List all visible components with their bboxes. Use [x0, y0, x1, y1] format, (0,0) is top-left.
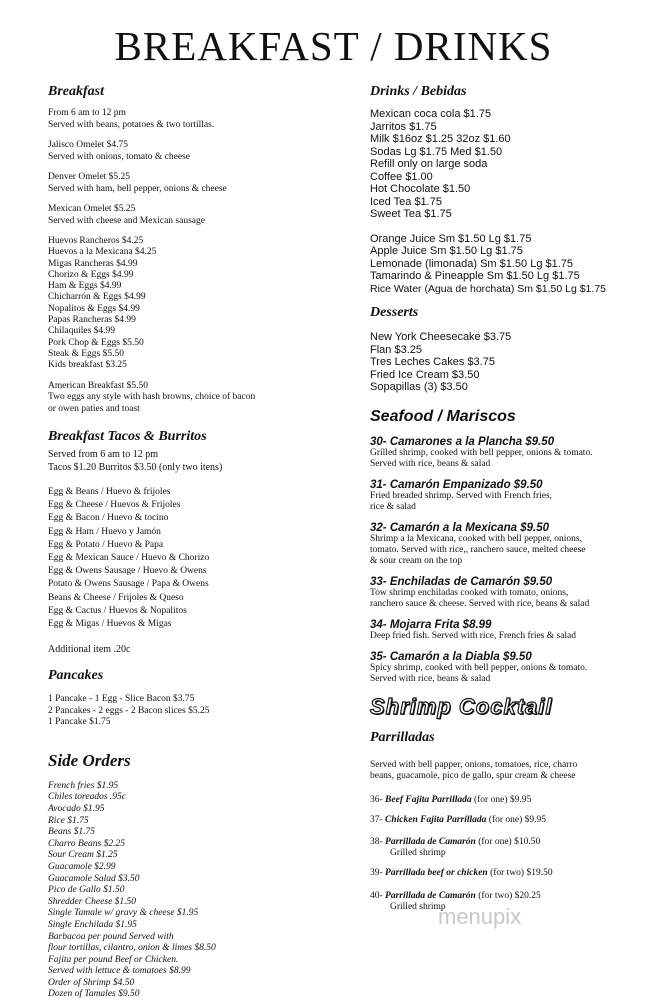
- list-item: Sour Cream $1.25: [48, 850, 118, 861]
- list-item: Egg & Bacon / Huevo & tocino: [48, 513, 169, 524]
- list-item: Iced Tea $1.75: [370, 195, 442, 208]
- list-item: Mexican coca cola $1.75: [370, 108, 492, 120]
- list-item: Charro Beans $2.25: [48, 838, 125, 849]
- watermark: menupix: [438, 904, 522, 929]
- parrillada-item: [370, 868, 660, 879]
- item-name: Chicken Fajita Parrillada: [385, 814, 487, 825]
- drinks-heading: Drinks / Bebidas: [370, 84, 467, 99]
- list-item: Barbacoa per pound Served with: [48, 931, 174, 942]
- seafood-item: [370, 619, 660, 642]
- seafood-desc: Grilled shrimp, cooked with bell pepper, onions & tomato.: [370, 447, 593, 458]
- breakfast-intro: [48, 108, 348, 131]
- seafood-title: 31- Camarón Empanizado $9.50: [370, 478, 543, 491]
- list-item: Pico de Gallo $1.50: [48, 885, 125, 896]
- parrillada-item: [370, 795, 660, 806]
- american-desc: Two eggs any style with hash browns, choice of bacon: [48, 392, 256, 403]
- list-item: Guacamole Salad $3.50: [48, 873, 140, 884]
- left-column: [48, 84, 348, 1001]
- seafood-title: 35- Camarón a la Diabla $9.50: [370, 650, 532, 663]
- seafood-desc: Tow shrimp enchiladas cooked with tomato, onions,: [370, 587, 569, 598]
- list-item: Ham & Eggs $4.99: [48, 281, 122, 292]
- seafood-title: 33- Enchiladas de Camarón $9.50: [370, 575, 553, 588]
- list-item: Rice $1.75: [48, 815, 89, 826]
- item-name: Parrillada de Camarón: [385, 890, 476, 901]
- list-item: Flan $3.25: [370, 343, 422, 356]
- list-item: Apple Juice Sm $1.50 Lg $1.75: [370, 245, 523, 257]
- list-item: Chicharrón & Eggs $4.99: [48, 292, 146, 303]
- list-item: Sweet Tea $1.75: [370, 208, 452, 220]
- side-orders-list: [48, 781, 348, 1001]
- seafood-title: 32- Camarón a la Mexicana $9.50: [370, 521, 549, 534]
- list-item: Order of Shrimp $4.50: [48, 977, 135, 988]
- seafood-title: 30- Camarones a la Plancha $9.50: [370, 435, 555, 448]
- seafood-desc: Shrimp a la Mexicana, cooked with bell pepper, onions,: [370, 533, 582, 544]
- seafood-desc: tomato. Served with rice,, ranchero sauce, melted cheese: [370, 544, 586, 555]
- seafood-list: [370, 436, 660, 685]
- list-item: Egg & Mexican Sauce / Huevo & Chorizo: [48, 553, 210, 564]
- breakfast-served-with: Served with beans, potatoes & two tortillas.: [48, 119, 215, 130]
- tacos-list: [48, 486, 348, 631]
- list-item: 1 Pancake $1.75: [48, 717, 111, 728]
- list-item: Papas Rancheras $4.99: [48, 315, 136, 326]
- list-item: Sopapillas (3) $3.50: [370, 381, 468, 393]
- desserts-heading: Desserts: [370, 305, 419, 320]
- item-price: (for two) $19.50: [487, 867, 553, 878]
- american-breakfast: [48, 381, 348, 416]
- list-item: Fried Ice Cream $3.50: [370, 368, 480, 381]
- juices-list: [370, 233, 660, 296]
- item-number: 40-: [370, 890, 383, 901]
- omelet-item: [48, 172, 348, 195]
- list-item: Egg & Cactus / Huevos & Nopalitos: [48, 605, 187, 616]
- list-item: Shredder Cheese $1.50: [48, 896, 137, 907]
- omelet-item: [48, 204, 348, 227]
- omelet-title: Jalisco Omelet $4.75: [48, 140, 128, 150]
- pancakes-list: [48, 694, 348, 729]
- list-item: Egg & Potato / Huevo & Papa: [48, 539, 164, 550]
- item-price: (for one) $9.95: [486, 814, 547, 825]
- omelet-desc: Served with ham, bell pepper, onions & cheese: [48, 183, 227, 194]
- list-item: Single Tamale w/ gravy & cheese $1.95: [48, 908, 199, 919]
- tacos-heading: Breakfast Tacos & Burritos: [48, 429, 207, 445]
- seafood-desc: rice & salad: [370, 501, 416, 512]
- list-item: Single Enchilada $1.95: [48, 919, 137, 930]
- american-title: American Breakfast $5.50: [48, 380, 148, 391]
- omelet-desc: Served with cheese and Mexican sausage: [48, 215, 205, 226]
- list-item: Chilaquiles $4.99: [48, 326, 116, 337]
- tacos-info: [48, 448, 348, 474]
- list-item: Huevos a la Mexicana $4.25: [48, 247, 157, 258]
- item-sub: Grilled shrimp: [390, 847, 446, 858]
- right-column: [370, 84, 660, 922]
- parrilladas-intro-line: beans, guacamole, pico de gallo, spur cream & cheese: [370, 771, 576, 781]
- shrimp-cocktail-logo: Shrimp Cocktail: [370, 693, 553, 719]
- parrilladas-intro-line: Served with bell papper, onions, tomatoes, rice, charro: [370, 759, 578, 770]
- seafood-desc: & sour cream on the top: [370, 555, 463, 566]
- list-item: Coffee $1.00: [370, 170, 433, 183]
- item-price: (for one) $10.50: [475, 836, 541, 847]
- list-item: Milk $16oz $1.25 32oz $1.60: [370, 133, 511, 145]
- item-name: Parrillada beef or chicken: [385, 867, 488, 878]
- list-item: Beans & Cheese / Frijoles & Queso: [48, 592, 184, 603]
- item-number: 39-: [370, 867, 383, 878]
- item-sub: Grilled shrimp: [390, 901, 446, 912]
- list-item: Hot Chocolate $1.50: [370, 183, 471, 195]
- breakfast-plates-list: [48, 236, 348, 372]
- breakfast-hours: From 6 am to 12 pm: [48, 108, 126, 118]
- parrilladas-heading: Parrilladas: [370, 729, 435, 745]
- item-price: (for one) $9.95: [471, 794, 532, 805]
- list-item: Egg & Owens Sausage / Huevo & Owens: [48, 566, 207, 577]
- seafood-title: 34- Mojarra Frita $8.99: [370, 618, 492, 631]
- list-item: Sodas Lg $1.75 Med $1.50: [370, 145, 503, 158]
- list-item: Nopalitos & Eggs $4.99: [48, 303, 140, 314]
- item-name: Beef Fajita Parrillada: [385, 794, 472, 805]
- list-item: flour tortillas, cilantro, onion & limes $8.50: [48, 943, 216, 954]
- list-item: Tres Leches Cakes $3.75: [370, 356, 495, 368]
- list-item: Jarritos $1.75: [370, 120, 437, 133]
- list-item: Refill only on large soda: [370, 158, 488, 170]
- seafood-desc: Served with rice, beans & salad: [370, 673, 491, 684]
- list-item: Migas Rancheras $4.99: [48, 258, 138, 269]
- list-item: Chiles toreados .95c: [48, 792, 127, 803]
- list-item: Egg & Migas / Huevos & Migas: [48, 619, 172, 630]
- item-number: 37-: [370, 814, 383, 825]
- list-item: Avocado $1.95: [48, 803, 105, 814]
- seafood-desc: Spicy shrimp, cooked with bell pepper, onions & tomato.: [370, 662, 588, 673]
- item-price: (for two) $20.25: [475, 890, 541, 901]
- page-title: BREAKFAST / DRINKS: [114, 23, 553, 69]
- list-item: Fajita per pound Beef or Chicken.: [48, 954, 179, 965]
- desserts-list: [370, 331, 660, 394]
- list-item: Guacamole $2.99: [48, 861, 116, 872]
- list-item: Served with lettuce & tomatoes $8.99: [48, 966, 191, 977]
- item-number: 38-: [370, 836, 383, 847]
- list-item: 2 Pancakes - 2 eggs - 2 Bacon slices $5.25: [48, 705, 210, 716]
- list-item: Dozen of Tamales $9.50: [48, 989, 140, 1000]
- drinks-list: [370, 108, 660, 221]
- seafood-item: [370, 576, 660, 610]
- seafood-heading: Seafood / Mariscos: [370, 407, 516, 425]
- omelet-title: Denver Omelet $5.25: [48, 172, 131, 182]
- list-item: Lemonade (limonada) Sm $1.50 Lg $1.75: [370, 257, 574, 270]
- list-item: Potato & Owens Sausage / Papa & Owens: [48, 579, 209, 590]
- list-item: Egg & Ham / Huevo y Jamón: [48, 526, 161, 537]
- seafood-desc: ranchero sauce & cheese. Served with rice, beans & salad: [370, 598, 590, 609]
- seafood-item: [370, 522, 660, 567]
- seafood-item: [370, 651, 660, 685]
- pancakes-heading: Pancakes: [48, 668, 104, 684]
- item-number: 36-: [370, 794, 383, 805]
- list-item: Egg & Cheese / Huevos & Frijoles: [48, 500, 181, 511]
- list-item: French fries $1.95: [48, 780, 119, 791]
- list-item: Huevos Rancheros $4.25: [48, 236, 144, 246]
- list-item: Egg & Beans / Huevo & frijoles: [48, 487, 171, 498]
- list-item: Chorizo & Eggs $4.99: [48, 269, 134, 280]
- parrillada-item: [370, 837, 660, 859]
- omelet-desc: Served with onions, tomato & cheese: [48, 151, 190, 162]
- list-item: Beans $1.75: [48, 827, 95, 838]
- omelet-title: Mexican Omelet $5.25: [48, 204, 136, 214]
- item-name: Parrillada de Camarón: [385, 836, 476, 847]
- list-item: 1 Pancake - 1 Egg - Slice Bacon $3.75: [48, 694, 195, 705]
- side-orders-heading: Side Orders: [48, 750, 131, 770]
- seafood-item: [370, 436, 660, 470]
- list-item: Tamarindo & Pineapple Sm $1.50 Lg $1.75: [370, 270, 580, 282]
- american-desc: or owen paties and toast: [48, 403, 140, 414]
- parrillada-item: [370, 815, 660, 826]
- additional-item: Additional item .20c: [48, 644, 131, 656]
- parrilladas-intro: [370, 760, 660, 783]
- list-item: Pork Chop & Eggs $5.50: [48, 337, 144, 348]
- list-item: Orange Juice Sm $1.50 Lg $1.75: [370, 232, 532, 245]
- parrilladas-list: [370, 795, 660, 913]
- seafood-item: [370, 479, 660, 513]
- seafood-desc: Served with rice, beans & salad: [370, 458, 491, 469]
- omelet-item: [48, 140, 348, 163]
- seafood-desc: Deep fried fish. Served with rice, French fries & salad: [370, 630, 577, 641]
- list-item: Steak & Eggs $5.50: [48, 348, 124, 359]
- list-item: New York Cheesecake $3.75: [370, 331, 512, 343]
- seafood-desc: Fried breaded shrimp. Served with French fries,: [370, 490, 553, 501]
- breakfast-heading: Breakfast: [48, 84, 104, 99]
- list-item: Kids breakfast $3.25: [48, 360, 127, 371]
- tacos-prices: Tacos $1.20 Burritos $3.50 (only two itens): [48, 462, 223, 474]
- tacos-served: Served from 6 am to 12 pm: [48, 449, 158, 461]
- list-item: Rice Water (Agua de horchata) Sm $1.50 Lg $1.75: [370, 282, 606, 295]
